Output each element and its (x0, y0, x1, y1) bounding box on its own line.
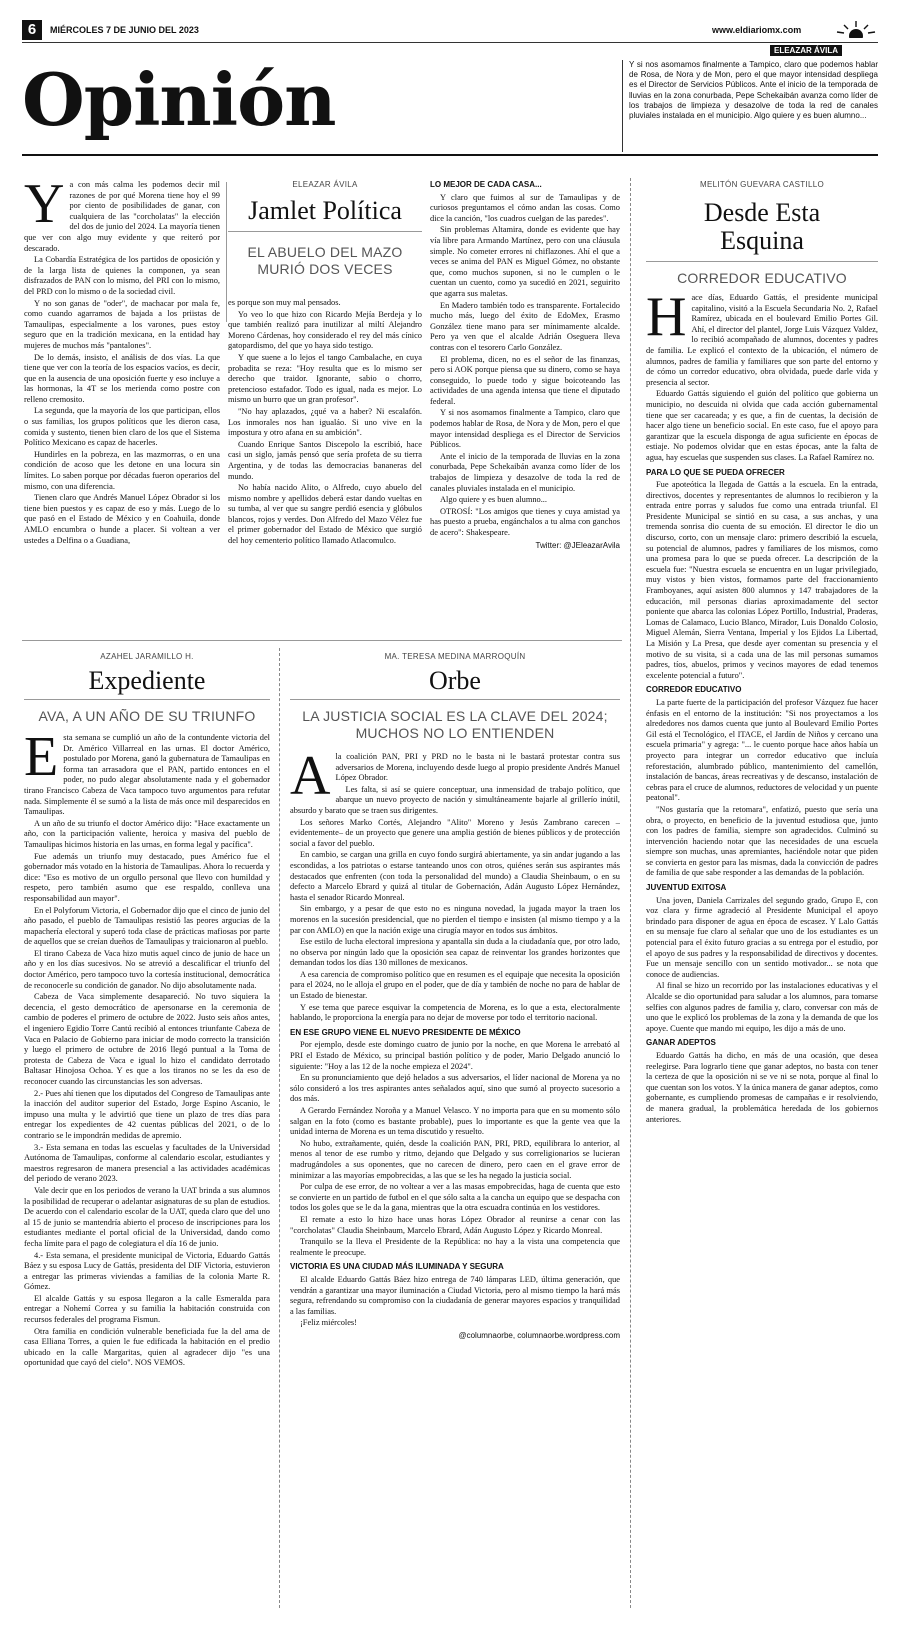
paragraph: La Cobardía Estratégica de los partidos de oposición y de la larga lista de quienes la componen, ya sean disfrazados de PAN con lo mismo, del PRI con lo mismo, del PRD con lo mismo o de la sociedad civil. (24, 255, 220, 296)
aside-text: Y si nos asomamos finalmente a Tampico, claro que podemos hablar de Rosa, de Nora y de Mon, pero el que mayor intensidad despliega es el Director de Servicios Públicos. Ante el inicio de la temporada de lluvias en la zona conurbada, Pepe Schekaibán avanza como líder de los trabajos de limpieza y desazolve de toda la red de canales pluviales instalada en el municipio. Algo quiere y es buen alumno... (629, 60, 878, 121)
paragraph: Ante el inicio de la temporada de lluvias en la zona conurbada, Pepe Schekaibán avanza como líder de los trabajos de limpieza y desazolve de toda la red de canales pluviales instalada en el municipio. (430, 451, 620, 493)
paragraph: A esa carencia de compromiso político que en resumen es el equipaje que necesita la oposición para el 2024, no le alloja el grupo en el poder, que de día y también de noche no para de hablar de un Estado de bienestar. (290, 969, 620, 1001)
section-heading: EN ESE GRUPO VIENE EL NUEVO PRESIDENTE DE MÉXICO (290, 1027, 521, 1037)
page-header (22, 20, 878, 160)
column-subtitle: EL ABUELO DEL MAZO MURIÓ DOS VECES (247, 244, 403, 277)
paragraph: En el Polyforum Victoria, el Gobernador dijo que el cinco de junio del año pasado, el pueblo de Tamaulipas resistió las peores argucias de la mapachería electoral y superó toda clase de prácticas mafiosas por parte de aquellos que se creían dueños de Tamaulipas y traicionaron al pueblo. (24, 905, 270, 947)
column-esquina (646, 180, 878, 1126)
byline: ELEAZAR ÁVILA (292, 180, 358, 189)
paragraph: En Madero también todo es transparente. Fortalecido mucho más, luego del éxito de EdoMex, Erasmo González tiene mano para ser mínimamente alcalde. Pero ya ven que el alcalde Adrián Oseguera lleva contras con el tesorero Carlo González. (430, 300, 620, 352)
paragraph: es porque son muy mal pensados. (228, 298, 341, 307)
paragraph: Otra familia en condición vulnerable beneficiada fue la del ama de casa Elliana Torres, a quien le fue edificada la habitación en el predio ubicado en la calle Margaritas, quien al agradecer dijo "es una oportunidad que cayó del cielo". NOS VEMOS. (24, 1326, 270, 1368)
paragraph: Sin problemas Altamira, donde es evidente que hay vía libre para Armando Martínez, pero con una cláusula simple. No cometer errores ni chiflazones. Ahí el que a veces se anima del PAN es Miguel Gómez, no obstante que, como muchos suponen, si no le cumplen o le cuentan un cuento, como ya sucedió en 2021, seguirito que agarra sus maletas. (430, 225, 620, 298)
paragraph: Una joven, Daniela Carrizales del segundo grado, Grupo E, con voz clara y firme agradeció al Presidente Municipal el apoyo brindado para disponer de agua en época de escasez. Y Lalo Gattás en su mensaje fue claro al señalar que uno de los estudiantes es un potencial para el éxito futuro gracias a su entrega por el estudio, por el apoyo de sus padres y la responsabilidad de directivos y docentes. Fue un mensaje sencillo con un sentido motivador... se nota que conoce de audiencias. (646, 895, 878, 979)
aside-author-tag: ELEAZAR ÁVILA (770, 45, 842, 56)
column-subtitle: LA JUSTICIA SOCIAL ES LA CLAVE DEL 2024; MUCHOS NO LO ENTIENDEN (302, 708, 608, 741)
column-subtitle: CORREDOR EDUCATIVO (677, 270, 847, 286)
dropcap-h: H (646, 286, 687, 348)
aside-teaser (622, 60, 878, 152)
page-number: 6 (22, 20, 42, 40)
paragraph: Hundirles en la pobreza, en las mazmorras, o en una condición de acoso que les detone en una locura sin límites. Lo saben porque por décadas fueron operarios del mismo, con una diferencia. (24, 449, 220, 491)
section-heading: VICTORIA ES UNA CIUDAD MÁS ILUMINADA Y SEGURA (290, 1262, 504, 1272)
section-heading: CORREDOR EDUCATIVO (646, 685, 742, 695)
paragraph: En cambio, se cargan una grilla en cuyo fondo surgirá abiertamente, ya sin andar jugando a las escondidas, a los patriotas o estarse tanteando unos con otros, quiénes serán sus aspirantes más destacados que enfrenten (con toda la personalidad del mundo) a Claudia Sheinbaum, o en su defecto a Marcelo Ebrard y quizá al titular de Gobernación, Adán Augusto López Hernández, hasta el senador Ricardo Monreal. (290, 850, 620, 902)
paragraph: ¡Feliz miércoles! (300, 1318, 357, 1328)
paragraph: Cuando Enrique Santos Discepolo la escribió, hace casi un siglo, jamás pensó que sería profeta de su tierra Argentina, y de todas las democracias bananeras del mundo. (228, 439, 422, 481)
paragraph: Eduardo Gattás ha dicho, en más de una ocasión, que desea reelegirse. Para lograrlo tiene que ganar adeptos, no basta con tener la certeza de que la oposición ni se ve ni se nota, porque al final lo que cuentan son los votos. Y la única manera de ganar adeptos, como gobernante, es cumpliendo promesas de campañas e ir resolviendo, de manera gradual, la problemática heredada de los gobiernos anteriores. (646, 1050, 878, 1124)
paragraph: Los señores Marko Cortés, Alejandro "Alito" Moreno y Jesús Zambrano carecen –evidentemente– de un proyecto que genere una amplia gestión de bienes públicos y de protección social a favor del pueblo. (290, 817, 620, 848)
paragraph: Cabeza de Vaca simplemente desapareció. No tuvo siquiera la decencia, el gesto democrático de apersonarse en la ceremonia de cambio de poderes el primero de octubre de 2022. Justo seis años antes, el ingeniero Egidio Torre Cantú recibió al entonces triunfante Cabeza de Vaca en Palacio de Gobierno para iniciar de modo correcto la transición y luego el primero de octubre de 2016 llegó puntual a la Toma de protesta de Cabeza de Vaca e igual lo hizo el candidato derrotado Baltasar Hinojosa Ochoa. Y es que a los tiranos no se les da eso de reconocer cuando las circunstancias les son adversas. (24, 992, 270, 1086)
paragraph: La segunda, que la mayoría de los que participan, ellos o sus familias, los grupos políticos que les dieron casa, comida y sustento, tienen bien claro de los que el Sistema Político Mexicano es capaz de hacerles. (24, 406, 220, 448)
section-heading: PARA LO QUE SE PUEDA OFRECER (646, 467, 785, 477)
dropcap-a: A (290, 745, 331, 807)
paragraph: Por ejemplo, desde este domingo cuatro de junio por la noche, en que Morena le arrebató al PRI el Estado de México, su principal bastión político y de poder, Mario Delgado anunció lo siguiente: "Hoy a las 12 de la noche empieza el 2024". (290, 1040, 620, 1071)
paragraph: Por culpa de ese error, de no voltear a ver a las masas empobrecidas, haga de cuenta que esto se convierte en un partido de futbol en el que sólo salta a la cancha un equipo que se despacha con todos los goles que se le da la gana, mientras que la otra escuadra continúa en los vestidores. (290, 1182, 620, 1213)
section-title: Opinión (22, 57, 336, 142)
paragraph: 4.- Esta semana, el presidente municipal de Victoria, Eduardo Gattás Báez y su esposa Lucy de Gattás, presidenta del DIF Victoria, estuvieron a entregar las primeras viviendas a familias de la colonia Marte R. Gómez. (24, 1250, 270, 1292)
section-heading: JUVENTUD EXITOSA (646, 883, 727, 893)
paragraph: Al final se hizo un recorrido por las instalaciones educativas y el Alcalde se dio oportunidad para saludar a los alumnos, para tomarse selfies con algunos padres de familia y, claro, conversar con más de uno que le explicó los problemas de la zona y la demanda de que los apoye. Cuente que mando mi equipo, les dijo a más de uno. (646, 981, 878, 1033)
page-date: MIÉRCOLES 7 DE JUNIO DEL 2023 (50, 25, 199, 35)
byline: MELITÓN GUEVARA CASTILLO (700, 180, 824, 189)
paragraph: Y claro que fuimos al sur de Tamaulipas y de curiosos preguntamos el cómo andan las cosas. Como dice la canción, "los cuadros cuelgan de las paredes". (430, 192, 620, 223)
dropcap-y: Y (24, 173, 65, 235)
paragraph: Y que suene a lo lejos el tango Cambalache, en cuya probadita se reza: "Hoy resulta que es lo mismo ser derecho que traidor. Ignorante, sabio o chorro, pretencioso estafador. Todo es igual, nada es mejor. Lo mismo un burro que un gran profesor". (228, 352, 422, 405)
paragraph: La parte fuerte de la participación del profesor Vázquez fue hacer énfasis en el entorno de la institución: "Si nos proyectamos a los alrededores nos damos cuenta que junto al Boulevard Emilio Portes Gil está el Tecnológico, el ITACE, el Jardín de Niños y cercano una escuela primaria" y agrega: "... le cuento porque hace años había un proyecto para integrar un corredor educativo que incluía reforestación, alumbrado público, mantenimiento del camellón, instalación de bancas, áreas recreativas y de descanso, instalación de cebras para el cruce de alumnos, reductores de velocidad y un puente peatonal". (646, 697, 878, 803)
paragraph: De lo demás, insisto, el análisis de dos vías. La que tiene que ver con la teoría de los espacios vacíos, es decir, que en la ausencia de una oposición fuerte y eso incluye a las hormonas, la 4T se los merienda como postre con relleno cremosito. (24, 352, 220, 404)
paragraph: El tirano Cabeza de Vaca hizo mutis aquel cinco de junio de hace un año y en los días sucesivos. No se atrevió a descalificar el triunfo del doctor Américo, pero tampoco tuvo la cortesía institucional, democrática de reconocerle su condición de ganador. No dijo absolutamente nada. (24, 948, 270, 990)
paragraph: Vale decir que en los periodos de verano la UAT brinda a sus alumnos la posibilidad de recuperar o adelantar asignaturas de su plan de estudios. De acuerdo con el calendario escolar de la UAT, queda claro que del uno al 15 de junio se mantendría abierto el proceso de inscripciones para los estudiantes mediante el portal oficial de la Universidad, dando como fecha límite para el pago de colegiatura el día 16 de junio. (24, 1185, 270, 1248)
paragraph: Algo quiere y es buen alumno... (440, 495, 547, 505)
paragraph: "No hay aplazados, ¿qué va a haber? Ni escalafón. Los inmorales nos han igualáo. Si uno vive en la impostura y otro afana en su ambición". (228, 406, 422, 438)
column-orbe (290, 652, 620, 1341)
column-title: Expediente (88, 666, 206, 695)
column-jamlet (24, 173, 422, 632)
paragraph: OTROSÍ: "Los amigos que tienes y cuya amistad ya has puesto a prueba, engánchalos a tu alma con ganchos de acero": Shakespeare. (430, 506, 620, 537)
paragraph: ace días, Eduardo Gattás, el presidente municipal capitalino, visitó a la Escuela Secundaria No. 2, Rafael Ramírez, ubicada en el boulevard Emilio Portes Gil. Ahí, el director del plantel, Jorge Luis Vázquez Valdez, lo recibió acompañado de alumnos, docentes y padres de familia. Le explicó el contexto de la ubicación, el número de alumnos, padres de familia y familiares que son parte del entorno y de cómo un corredor educativo, obra olvidada, puede darle vida y presencia al sector. (646, 293, 878, 387)
paragraph: Fue apoteótica la llegada de Gattás a la escuela. En la entrada, directivos, docentes y representantes de alumnos lo recibieron y la entrada entre porras y saludos fue como una entrada triunfal. El Presidente Municipal se sintió en su casa, a sus anchas, y una tremenda sonrisa dio cuenta de su emoción. El director le dio un discurso, corto, con un mensaje claro: primero describió la escuela, su potencial de alumnos, padres y familiares de los mismos, como una promesa para lo que se pueda ofrecer. La descripción de la escuela fue: "Nuestra escuela se encuentra en un lugar privilegiado, muy vistos y bien vistos, formamos parte del fraccionamiento Framboyanes, aquí asisten 800 alumnos y 147 trabajadores de la educación, mil personas diarias aproximadamente del sector poniente que abarca las colonias López Portillo, Industrial, Praderas, Lomas de Calamaco, Lucio Blanco, Mirador, Luis Donaldo Colosio, Miguel Alemán, Sierra Ventana, Imperial y los Ejidos La Libertad, La Misión y La Presa, que desde ayer comentan su presencia y el motivo de su visita, si a cada una de las mil personas sumamos padres, tíos, abuelos, primos y vecinos mayores de edad tenemos excelente potencial a futuro". (646, 480, 878, 680)
paragraph: El remate a esto lo hizo hace unas horas López Obrador al reunirse a cenar con las "corcholatas" Claudia Sheinbaum, Marcelo Ebrard, Adán Augusto López y Ricardo Monreal. (290, 1214, 620, 1235)
paragraph: Sin embargo, y a pesar de que esto no es ninguna novedad, la jugada mayor la traen los morenos en la sucesión presidencial, que no pierden el tiempo e insisten (al mismo tiempo y a la par con AMLO) en que la nación exige una cirugía mayor en todos sus ámbitos. (290, 904, 620, 935)
column-title: Desde Esta Esquina (703, 198, 821, 255)
dropcap-e: E (24, 726, 59, 788)
paragraph: 3.- Esta semana en todas las escuelas y facultades de la Universidad Autónoma de Tamaulipas, conforme al calendario escolar, estudiantes y maestros regresaron de manera presencial a las actividades académicas del periodo de verano 2023. (24, 1142, 270, 1184)
paragraph: a con más calma les podemos decir mil razones de por qué Morena tiene hoy el 99 por ciento de posibilidades de ganar, con cualquiera de las "corcholatas" la elección del dos de junio del 2024. La mayoría tienen que ver con algo muy evidente y que reiteró por descarado. (24, 180, 220, 253)
paragraph: No hubo, extrañamente, quién, desde la coalición PAN, PRI, PRD, equilibrara lo anterior, al menos al tenor de ese rumbo y ritmo, dejando que Delgado y sus correligionarios se lucieran madrugándoles a sus oponentes, que no carecen de dinero, pero caen en el grave error de minimizar a las mayorías empobrecidas, a las que se les ha negado la justicia social. (290, 1138, 620, 1180)
paragraph: Y no son ganas de "oder", de machacar por mala fe, como cuando agarramos de bajada a los priistas de Tamaulipas, especialmente a los varones, pues estoy seguro que en la tradición mexicana, en la entidad hay mujeres de muchos más "pantalones". (24, 298, 220, 350)
column-title: Jamlet Política (248, 196, 402, 225)
sun-logo-icon (834, 20, 878, 38)
paragraph: Ese estilo de lucha electoral impresiona y apantalla sin duda a la ciudadanía que, por otro lado, no observa por ningún lado que la oposición sea capaz de reinventar los grandes horizontes que demandan todos los días 130 millones de mexicanos. (290, 937, 620, 968)
paragraph: 2.- Pues ahí tienen que los diputados del Congreso de Tamaulipas ante la inacción del auditor superior del Estado, Jorge Espino Ascanio, le impuso una multa y le advirtió que tiene un plazo de tres días para entregar los expedientes de 42 cuentas públicas del 2021, o de lo contrario se le impondrán medidas de apremio. (24, 1088, 270, 1140)
paragraph: En su pronunciamiento que dejó helados a sus adversarios, el líder nacional de Morena ya no sólo consideró a los tres aspirantes antes señalados aquí, sino que sumó al proyecto sucesorio a dos más. (290, 1073, 620, 1104)
twitter-signature[interactable]: Twitter: @JEleazarAvila (535, 540, 620, 550)
paragraph: No había nacido Alito, o Alfredo, cuyo abuelo del mismo nombre y apellidos deberá estar dando vueltas en su tumba, al ver que su sangre perdió esencia y glóbulos blancos, rojos y verdes. Don Alfredo del Mazo Vélez fue el primer gobernador del Estado de México que surgió del hoy cementerio político llamado Atlacomulco. (228, 483, 422, 546)
paragraph: A un año de su triunfo el doctor Américo dijo: "Hace exactamente un año, con la participación valiente, heroica y masiva del pueblo de Tamaulipas hicimos historia en las urnas, en forma legal y pacífica". (24, 818, 270, 849)
paragraph: A Gerardo Fernández Noroña y a Manuel Velasco. Y no importa para que en su momento sólo salgan en la foto (como es bastante probable), pues lo importante es que la gente vea que la unidad interna de Morena es un tema discutido y resuelto. (290, 1106, 620, 1137)
paragraph: El problema, dicen, no es el señor de las finanzas, pero si AOK porque piensa que su dinero, como se haya conseguido, lo puede todo y sigue boicoteando las actividades de una agenda intensa que tiene el diputado federal. (430, 354, 620, 406)
section-heading: GANAR ADEPTOS (646, 1038, 716, 1048)
column-expediente (24, 652, 270, 1370)
paragraph: El alcalde Gattás y su esposa llegaron a la calle Esmeralda para entregar a Nohemí Correa y su familia la habitación construida con recursos federales del programa Fismun. (24, 1293, 270, 1325)
paragraph: Tranquilo se la lleva el Presidente de la República: no hay a la vista una competencia que realmente le preocupe. (290, 1237, 620, 1257)
paragraph: Y ese tema que parece esquivar la competencia de Morena, es lo que a esta, electoralmente hablando, le proporciona la energía para no dejar de moverse por todo el territorio nacional. (290, 1002, 620, 1023)
byline: AZAHEL JARAMILLO H. (100, 652, 194, 661)
paragraph: El alcalde Eduardo Gattás Báez hizo entrega de 740 lámparas LED, última generación, que vendrán a garantizar una mayor iluminación a Ciudad Victoria, pero al mismo tiempo la hará más segura, refrendando su compromiso con la ciudadanía de generar mayores espacios y tranquilidad a las familias. (290, 1274, 620, 1316)
paragraph: "Nos gustaría que la retomara", enfatizó, puesto que sería una obra, o proyecto, en beneficio de la juventud estudiosa que, junto con los padres de familia, siempre son agradecidos. Culminó su intervención haciendo notar que las necesidades de una escuela siempre son muchas, unas apremiantes, haciéndole notar que piden se convierta en gestor para las mismas, dada la convicción de padres de familia de que sabe responder a las demandas de la población. (646, 804, 878, 878)
column-subtitle: AVA, A UN AÑO DE SU TRIUNFO (38, 708, 256, 724)
site-url[interactable]: www.eldiariomx.com (712, 25, 802, 35)
byline: MA. TERESA MEDINA MARROQUÍN (384, 652, 526, 661)
paragraph: Tienen claro que Andrés Manuel López Obrador si los tiene bien puestos y es capaz de eso y más. Luego de lo que pasó en el Estado de México y en Coahuila, donde AMLO encumbra o hunde a placer. Si voltean a ver ustedes a Delfina o a Guadiana, (24, 493, 220, 545)
paragraph: sta semana se cumplió un año de la contundente victoria del Dr. Américo Villarreal en las urnas. El doctor Américo, postulado por Morena, ganó la gubernatura de Tamaulipas en forma tan arrasadora que el PAN, partido entonces en el poder, no pudo alegar absolutamente nada y el gobernador tirano Francisco Cabeza de Vaca tampoco tuvo argumentos para refutar nada. Simplemente él se sumó a la lista de más once mil desparecidos en Tamaulipas. (24, 733, 270, 817)
paragraph: Eduardo Gattás siguiendo el guión del político que gobierna un municipio, no descuida ni olvida que cada acción gubernamental tiene que ser cacareada; y es que, a fin de cuentas, la decisión de hacer algo tiene un beneficio social. En este caso, fue el apoyo para garantizar que la escuela disponga de agua suficiente en épocas de estiaje. No podemos olvidar que en estas épocas, ante la falta de agua, hay escuelas que suspenden sus clases. La Rafael Ramírez no. (646, 389, 878, 462)
column-jamlet-cont (430, 180, 620, 551)
orbe-signature[interactable]: @columnaorbe, columnaorbe.wordpress.com (458, 1330, 620, 1340)
paragraph: Fue además un triunfo muy destacado, pues Américo fue el gobernador más votado en la historia de Tamaulipas. Ahora lo recuerda y dice: "Eso es motivo de un orgullo personal que llevo con humildad y respeto, pero también asumo que ese respaldo, conlleva una responsabilidad aun mayor". (24, 851, 270, 903)
paragraph: Y si nos asomamos finalmente a Tampico, claro que podemos hablar de Rosa, de Nora y de Mon, pero el que mayor intensidad despliega es el Director de Servicios Públicos. (430, 408, 620, 450)
paragraph: Yo veo lo que hizo con Ricardo Mejía Berdeja y lo que también realizó para inutilizar al miltí Alejandro Moreno Cárdenas, hoy considerado el rey del más cínico gatopardismo, del que yo haya sido testigo. (228, 309, 422, 351)
paragraph: Les falta, si así se quiere conceptuar, una inmensidad de trabajo político, que abarque un nuevo proyecto de nación y simultáneamente bajarle al grillerío inútil, absurdo y barato que se traen sus dirigentes. (290, 784, 620, 815)
column-title: Orbe (429, 666, 481, 695)
section-heading: LO MEJOR DE CADA CASA... (430, 180, 542, 189)
paragraph: la coalición PAN, PRI y PRD no le basta ni le bastará protestar contra sus adversarios de Morena, incluyendo desde luego al propio presidente Andrés Manuel López Obrador. (335, 752, 620, 783)
